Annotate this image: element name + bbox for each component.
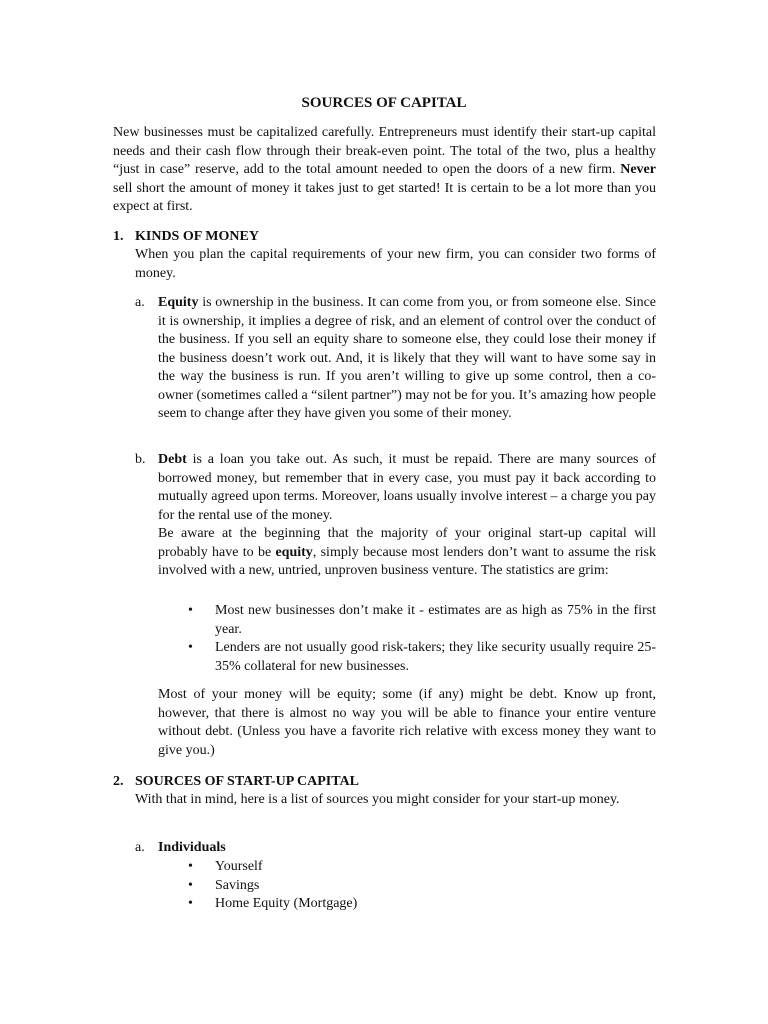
list-item [188,877,488,896]
bullet-icon: • [188,603,193,618]
debt-para2-text-end: , simply because most lenders don’t want to assume the risk involved with a new, untried, unproven business venture. The statistics are grim: [158,544,657,578]
item-marker: b. [135,452,146,467]
bullet-text: Most new businesses don’t make it - estimates are as high as 75% in the first year. [215,603,656,637]
debt-paragraph [158,451,656,525]
equity-term: Equity [158,295,199,310]
bullet-text: Lenders are not usually good risk-takers; they like security usually require 25-35% collateral for new businesses. [215,640,656,674]
intro-emphasis: Never [620,162,656,177]
statistics-bullet-list [188,602,656,676]
list-item [188,639,656,676]
bullet-icon: • [188,640,193,655]
list-item [188,895,488,914]
bullet-icon: • [188,859,193,874]
intro-text: New businesses must be capitalized carefully. Entrepreneurs must identify their start-up capital needs and their cash flow through their break-even point. The total of the two, plus a healthy “just in case” reserve, add to the total amount needed to open the doors of a new firm. [113,125,656,177]
intro-paragraph [113,124,656,217]
debt-text: is a loan you take out. As such, it must be repaid. There are many sources of borrowed money, but remember that in every case, you must pay it back according to mutually agreed upon terms. Moreover, loans usually involve interest – a charge you pay for the rental use of the money. [158,452,656,523]
section-heading-text: SOURCES OF START-UP CAPITAL [135,774,359,789]
debt-para2-text: Be aware at the beginning that the majority of your original start-up capital will probably have to be [158,526,656,560]
page-title: SOURCES OF CAPITAL [301,95,467,111]
list-item-individuals [135,839,656,858]
equity-paragraph [158,294,656,424]
equity-text: is ownership in the business. It can come from you, or from someone else. Since it is ownership, it implies a degree of risk, and an element of control over the conduct of the business. If you sell an equity share to someone else, they could lose their money if the business doesn’t work out. And, it is likely that they will want to have some say in the way the business is run. If you aren’t willing to give up some control, then a co-owner (sometimes called a “silent partner”) may not be for you. It’s amazing how people seem to change after they have given you some of their money. [158,295,656,421]
section-number: 1. [113,229,124,244]
list-item [188,602,656,639]
section2-body: With that in mind, here is a list of sources you might consider for your start-up money. [135,792,620,807]
item-marker: a. [135,840,145,855]
intro-text-end: sell short the amount of money it takes just to get started! It is certain to be a lot more than you expect at first. [113,180,656,214]
section1-closing-paragraph: Most of your money will be equity; some (if any) might be debt. Know up front, however, that there is almost no way you will be able to finance your entire venture without debt. (Unless you have a favorite rich relative with excess money they want to give you.) [158,687,656,758]
list-item-debt [135,451,656,581]
debt-paragraph-2 [158,525,656,581]
individuals-heading [158,839,656,858]
bullet-text: Yourself [215,859,263,874]
list-item-equity [135,294,656,424]
section-heading-kinds-of-money [113,228,259,247]
bullet-text: Home Equity (Mortgage) [215,896,358,911]
individuals-bullet-list [188,858,488,914]
bullet-icon: • [188,877,193,893]
section1-body: When you plan the capital requirements of your new firm, you can consider two forms of money. [135,247,656,281]
item-marker: a. [135,295,145,310]
individuals-term: Individuals [158,840,226,855]
debt-term: Debt [158,452,187,467]
list-item [188,858,488,877]
section-heading-sources-of-start-up-capital [113,773,359,792]
debt-para2-emphasis: equity [275,544,313,560]
bullet-icon: • [188,896,193,911]
section-number: 2. [113,774,124,789]
section-heading-text: KINDS OF MONEY [135,229,259,244]
bullet-text: Savings [215,877,260,893]
